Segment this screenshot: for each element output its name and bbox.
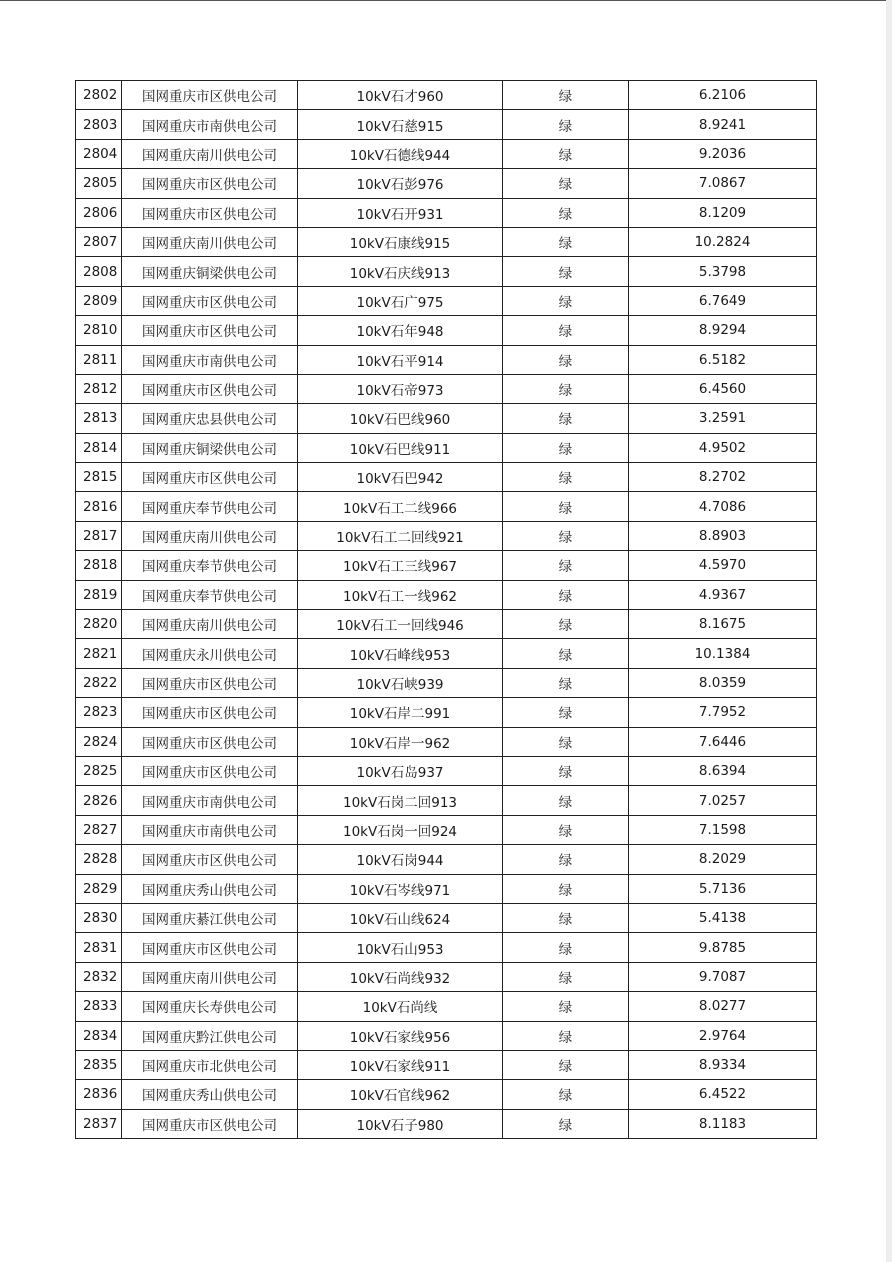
value-cell: 8.9334 [629, 1050, 817, 1079]
table-row [76, 433, 817, 462]
company-cell: 国网重庆市北供电公司 [122, 1050, 298, 1079]
value-cell: 10.2824 [629, 227, 817, 256]
table-row [76, 962, 817, 991]
row-number-cell: 2837 [76, 1109, 122, 1138]
value-cell: 9.2036 [629, 139, 817, 168]
row-number-cell: 2830 [76, 903, 122, 932]
table-row [76, 1050, 817, 1079]
status-cell: 绿 [503, 374, 629, 403]
value-cell: 8.2702 [629, 463, 817, 492]
value-cell: 7.7952 [629, 698, 817, 727]
table-row [76, 610, 817, 639]
row-number-cell: 2824 [76, 727, 122, 756]
line-name-cell: 10kV石官线962 [298, 1080, 503, 1109]
value-cell: 6.4560 [629, 374, 817, 403]
value-cell: 8.9294 [629, 316, 817, 345]
line-status-table [75, 80, 817, 1139]
line-name-cell: 10kV石工一回线946 [298, 610, 503, 639]
row-number-cell: 2810 [76, 316, 122, 345]
company-cell: 国网重庆南川供电公司 [122, 610, 298, 639]
page-top-rule [0, 0, 892, 1]
table-row [76, 639, 817, 668]
line-name-cell: 10kV石岛937 [298, 756, 503, 785]
value-cell: 6.5182 [629, 345, 817, 374]
row-number-cell: 2808 [76, 257, 122, 286]
value-cell: 3.2591 [629, 404, 817, 433]
row-number-cell: 2816 [76, 492, 122, 521]
company-cell: 国网重庆市南供电公司 [122, 815, 298, 844]
table-row [76, 227, 817, 256]
value-cell: 8.1675 [629, 610, 817, 639]
table-row [76, 345, 817, 374]
table-row [76, 727, 817, 756]
value-cell: 5.4138 [629, 903, 817, 932]
line-name-cell: 10kV石康线915 [298, 227, 503, 256]
company-cell: 国网重庆长寿供电公司 [122, 992, 298, 1021]
table-row [76, 992, 817, 1021]
table-row [76, 198, 817, 227]
status-cell: 绿 [503, 227, 629, 256]
table-row [76, 756, 817, 785]
company-cell: 国网重庆南川供电公司 [122, 962, 298, 991]
company-cell: 国网重庆铜梁供电公司 [122, 257, 298, 286]
row-number-cell: 2833 [76, 992, 122, 1021]
row-number-cell: 2811 [76, 345, 122, 374]
row-number-cell: 2827 [76, 815, 122, 844]
table-row [76, 374, 817, 403]
status-cell: 绿 [503, 198, 629, 227]
company-cell: 国网重庆市区供电公司 [122, 81, 298, 110]
row-number-cell: 2809 [76, 286, 122, 315]
company-cell: 国网重庆市南供电公司 [122, 786, 298, 815]
line-name-cell: 10kV石岸二991 [298, 698, 503, 727]
value-cell: 4.9367 [629, 580, 817, 609]
status-cell: 绿 [503, 404, 629, 433]
value-cell: 10.1384 [629, 639, 817, 668]
row-number-cell: 2807 [76, 227, 122, 256]
company-cell: 国网重庆市区供电公司 [122, 698, 298, 727]
status-cell: 绿 [503, 1080, 629, 1109]
value-cell: 8.9241 [629, 110, 817, 139]
status-cell: 绿 [503, 345, 629, 374]
company-cell: 国网重庆奉节供电公司 [122, 492, 298, 521]
row-number-cell: 2825 [76, 756, 122, 785]
line-name-cell: 10kV石岸一962 [298, 727, 503, 756]
status-cell: 绿 [503, 257, 629, 286]
table-row [76, 1080, 817, 1109]
value-cell: 5.3798 [629, 257, 817, 286]
status-cell: 绿 [503, 962, 629, 991]
status-cell: 绿 [503, 815, 629, 844]
status-cell: 绿 [503, 727, 629, 756]
row-number-cell: 2822 [76, 668, 122, 697]
line-name-cell: 10kV石才960 [298, 81, 503, 110]
line-name-cell: 10kV石开931 [298, 198, 503, 227]
status-cell: 绿 [503, 286, 629, 315]
company-cell: 国网重庆黔江供电公司 [122, 1021, 298, 1050]
line-name-cell: 10kV石家线911 [298, 1050, 503, 1079]
status-cell: 绿 [503, 698, 629, 727]
row-number-cell: 2831 [76, 933, 122, 962]
row-number-cell: 2836 [76, 1080, 122, 1109]
table-row [76, 815, 817, 844]
table-row [76, 1109, 817, 1138]
line-name-cell: 10kV石工二线966 [298, 492, 503, 521]
table-row [76, 110, 817, 139]
row-number-cell: 2819 [76, 580, 122, 609]
company-cell: 国网重庆市区供电公司 [122, 286, 298, 315]
row-number-cell: 2814 [76, 433, 122, 462]
row-number-cell: 2820 [76, 610, 122, 639]
line-name-cell: 10kV石巴线911 [298, 433, 503, 462]
table-row [76, 257, 817, 286]
line-name-cell: 10kV石子980 [298, 1109, 503, 1138]
row-number-cell: 2823 [76, 698, 122, 727]
status-cell: 绿 [503, 845, 629, 874]
line-name-cell: 10kV石工一线962 [298, 580, 503, 609]
company-cell: 国网重庆綦江供电公司 [122, 903, 298, 932]
table-row [76, 874, 817, 903]
company-cell: 国网重庆市区供电公司 [122, 316, 298, 345]
status-cell: 绿 [503, 110, 629, 139]
company-cell: 国网重庆市区供电公司 [122, 933, 298, 962]
line-name-cell: 10kV石工二回线921 [298, 521, 503, 550]
status-cell: 绿 [503, 786, 629, 815]
company-cell: 国网重庆市区供电公司 [122, 463, 298, 492]
company-cell: 国网重庆市区供电公司 [122, 198, 298, 227]
value-cell: 9.7087 [629, 962, 817, 991]
status-cell: 绿 [503, 521, 629, 550]
status-cell: 绿 [503, 1050, 629, 1079]
status-cell: 绿 [503, 433, 629, 462]
line-name-cell: 10kV石年948 [298, 316, 503, 345]
status-cell: 绿 [503, 1109, 629, 1138]
company-cell: 国网重庆秀山供电公司 [122, 1080, 298, 1109]
row-number-cell: 2806 [76, 198, 122, 227]
value-cell: 8.0277 [629, 992, 817, 1021]
value-cell: 4.5970 [629, 551, 817, 580]
row-number-cell: 2802 [76, 81, 122, 110]
line-name-cell: 10kV石巴线960 [298, 404, 503, 433]
value-cell: 7.6446 [629, 727, 817, 756]
value-cell: 8.2029 [629, 845, 817, 874]
line-name-cell: 10kV石家线956 [298, 1021, 503, 1050]
row-number-cell: 2803 [76, 110, 122, 139]
company-cell: 国网重庆市区供电公司 [122, 845, 298, 874]
table-row [76, 845, 817, 874]
table-row [76, 169, 817, 198]
table-body [76, 81, 817, 1139]
table-row [76, 698, 817, 727]
value-cell: 7.0257 [629, 786, 817, 815]
table-row [76, 463, 817, 492]
status-cell: 绿 [503, 316, 629, 345]
status-cell: 绿 [503, 639, 629, 668]
row-number-cell: 2829 [76, 874, 122, 903]
company-cell: 国网重庆奉节供电公司 [122, 580, 298, 609]
page-edge-shade [886, 0, 892, 1262]
table-row [76, 668, 817, 697]
row-number-cell: 2835 [76, 1050, 122, 1079]
value-cell: 8.0359 [629, 668, 817, 697]
line-name-cell: 10kV石山线624 [298, 903, 503, 932]
row-number-cell: 2826 [76, 786, 122, 815]
status-cell: 绿 [503, 580, 629, 609]
table-row [76, 521, 817, 550]
table-row [76, 1021, 817, 1050]
value-cell: 4.9502 [629, 433, 817, 462]
line-name-cell: 10kV石工三线967 [298, 551, 503, 580]
company-cell: 国网重庆市区供电公司 [122, 374, 298, 403]
value-cell: 7.1598 [629, 815, 817, 844]
row-number-cell: 2813 [76, 404, 122, 433]
value-cell: 8.1209 [629, 198, 817, 227]
status-cell: 绿 [503, 874, 629, 903]
value-cell: 6.4522 [629, 1080, 817, 1109]
company-cell: 国网重庆铜梁供电公司 [122, 433, 298, 462]
line-name-cell: 10kV石广975 [298, 286, 503, 315]
company-cell: 国网重庆奉节供电公司 [122, 551, 298, 580]
company-cell: 国网重庆市区供电公司 [122, 668, 298, 697]
row-number-cell: 2817 [76, 521, 122, 550]
table-row [76, 286, 817, 315]
status-cell: 绿 [503, 551, 629, 580]
status-cell: 绿 [503, 756, 629, 785]
line-name-cell: 10kV石慈915 [298, 110, 503, 139]
line-name-cell: 10kV石山953 [298, 933, 503, 962]
company-cell: 国网重庆市区供电公司 [122, 1109, 298, 1138]
status-cell: 绿 [503, 139, 629, 168]
table-row [76, 316, 817, 345]
line-name-cell: 10kV石岗二回913 [298, 786, 503, 815]
status-cell: 绿 [503, 668, 629, 697]
company-cell: 国网重庆市南供电公司 [122, 345, 298, 374]
row-number-cell: 2832 [76, 962, 122, 991]
row-number-cell: 2834 [76, 1021, 122, 1050]
value-cell: 5.7136 [629, 874, 817, 903]
company-cell: 国网重庆忠县供电公司 [122, 404, 298, 433]
line-name-cell: 10kV石帝973 [298, 374, 503, 403]
company-cell: 国网重庆市区供电公司 [122, 756, 298, 785]
status-cell: 绿 [503, 492, 629, 521]
value-cell: 6.2106 [629, 81, 817, 110]
company-cell: 国网重庆秀山供电公司 [122, 874, 298, 903]
table-row [76, 404, 817, 433]
line-name-cell: 10kV石岗944 [298, 845, 503, 874]
status-cell: 绿 [503, 610, 629, 639]
line-name-cell: 10kV石尚线932 [298, 962, 503, 991]
company-cell: 国网重庆永川供电公司 [122, 639, 298, 668]
company-cell: 国网重庆市南供电公司 [122, 110, 298, 139]
status-cell: 绿 [503, 169, 629, 198]
company-cell: 国网重庆市区供电公司 [122, 727, 298, 756]
table-row [76, 81, 817, 110]
line-name-cell: 10kV石峡939 [298, 668, 503, 697]
row-number-cell: 2828 [76, 845, 122, 874]
company-cell: 国网重庆南川供电公司 [122, 521, 298, 550]
company-cell: 国网重庆市区供电公司 [122, 169, 298, 198]
table-row [76, 786, 817, 815]
table-row [76, 139, 817, 168]
line-name-cell: 10kV石岑线971 [298, 874, 503, 903]
row-number-cell: 2805 [76, 169, 122, 198]
line-name-cell: 10kV石岗一回924 [298, 815, 503, 844]
row-number-cell: 2821 [76, 639, 122, 668]
value-cell: 4.7086 [629, 492, 817, 521]
value-cell: 7.0867 [629, 169, 817, 198]
status-cell: 绿 [503, 81, 629, 110]
company-cell: 国网重庆南川供电公司 [122, 227, 298, 256]
line-name-cell: 10kV石平914 [298, 345, 503, 374]
line-name-cell: 10kV石彭976 [298, 169, 503, 198]
line-name-cell: 10kV石巴942 [298, 463, 503, 492]
status-cell: 绿 [503, 903, 629, 932]
row-number-cell: 2818 [76, 551, 122, 580]
table-row [76, 580, 817, 609]
row-number-cell: 2812 [76, 374, 122, 403]
company-cell: 国网重庆南川供电公司 [122, 139, 298, 168]
line-name-cell: 10kV石庆线913 [298, 257, 503, 286]
value-cell: 2.9764 [629, 1021, 817, 1050]
value-cell: 6.7649 [629, 286, 817, 315]
row-number-cell: 2804 [76, 139, 122, 168]
table-row [76, 492, 817, 521]
value-cell: 8.8903 [629, 521, 817, 550]
value-cell: 8.6394 [629, 756, 817, 785]
table-row [76, 551, 817, 580]
status-cell: 绿 [503, 933, 629, 962]
value-cell: 8.1183 [629, 1109, 817, 1138]
line-name-cell: 10kV石峰线953 [298, 639, 503, 668]
value-cell: 9.8785 [629, 933, 817, 962]
table-row [76, 933, 817, 962]
table-row [76, 903, 817, 932]
status-cell: 绿 [503, 1021, 629, 1050]
line-name-cell: 10kV石德线944 [298, 139, 503, 168]
status-cell: 绿 [503, 992, 629, 1021]
row-number-cell: 2815 [76, 463, 122, 492]
line-name-cell: 10kV石尚线 [298, 992, 503, 1021]
status-cell: 绿 [503, 463, 629, 492]
